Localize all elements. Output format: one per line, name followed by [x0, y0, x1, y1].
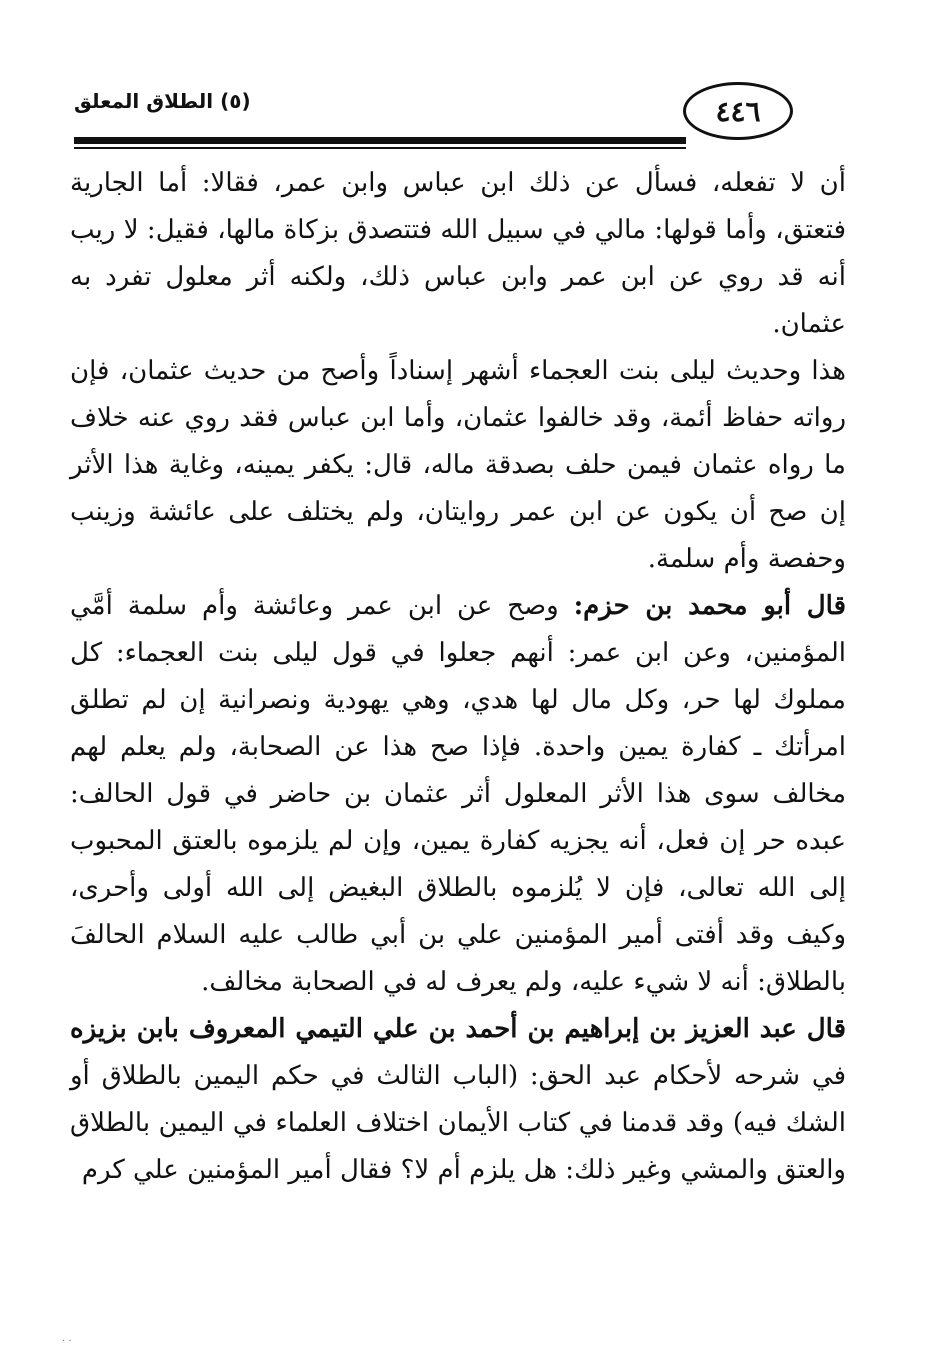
paragraph-text: في شرحه لأحكام عبد الحق: (الباب الثالث في حكم اليمين بالطلاق أو الشك فيه) وقد قدمنا في كتاب الأيمان اختلاف العلماء في اليمين بالطلاق والعتق والمشي وغير ذلك: هل يلزم أم لا؟ فقال أمير المؤمنين علي كرم	[70, 1061, 846, 1185]
body-text	[70, 160, 846, 1194]
page-header	[0, 0, 942, 150]
paragraph-text: وصح عن ابن عمر وعائشة وأم سلمة أمَّي المؤمنين، وعن ابن عمر: أنهم جعلوا في قول ليلى بنت العجماء: كل مملوك لها حر، وكل مال لها هدي، وهي يهودية ونصرانية إن لم تطلق امرأتك ـ كفارة يمين واحدة. فإذا صح هذا عن الصحابة، ولم يعلم لهم مخالف سوى هذا الأثر المعلول أثر عثمان بن حاضر في قول الحالف: عبده حر إن فعل، أنه يجزيه كفارة يمين، وإن لم يلزموه بالعتق المحبوب إلى الله تعالى، فإن لا يُلزموه بالطلاق البغيض إلى الله أولى وأحرى، وكيف وقد أفتى أمير المؤمنين علي بن أبي طالب عليه السلام الحالفَ بالطلاق: أنه لا شيء عليه، ولم يعرف له في الصحابة مخالف.	[70, 591, 847, 997]
page-number: ٤٤٦	[683, 82, 793, 140]
paragraph-text: أن لا تفعله، فسأل عن ذلك ابن عباس وابن عمر، فقالا: أما الجارية فتعتق، وأما قولها: مالي في سبيل الله فتتصدق بزكاة مالها، فقيل: لا ريب أنه قد روي عن ابن عمر وابن عباس ذلك، ولكنه أثر معلول تفرد به عثمان.	[70, 168, 846, 339]
header-rule-thin	[74, 147, 686, 149]
paragraph-1	[70, 160, 846, 348]
paragraph-3	[70, 583, 846, 1006]
paragraph-text: هذا وحديث ليلى بنت العجماء أشهر إسناداً وأصح من حديث عثمان، فإن رواته حفاظ أئمة، وقد خالفوا عثمان، وأما ابن عباس فقد روي عنه خلاف ما رواه عثمان فيمن حلف بصدقة ماله، قال: يكفر يمينه، وغاية هذا الأثر إن صح أن يكون عن ابن عمر روايتان، ولم يختلف على عائشة وزينب وحفصة وأم سلمة.	[70, 356, 846, 574]
speaker-ibn-bazizah: قال عبد العزيز بن إبراهيم بن أحمد بن علي التيمي المعروف بابن بزيزه	[70, 1014, 846, 1044]
page-corner-mark: · ·	[62, 1336, 72, 1347]
speaker-ibn-hazm: قال أبو محمد بن حزم:	[573, 591, 847, 621]
paragraph-4	[70, 1006, 846, 1194]
running-title: (٥) الطلاق المعلق	[74, 89, 251, 113]
paragraph-2	[70, 348, 846, 583]
header-rule-thick	[74, 137, 686, 144]
